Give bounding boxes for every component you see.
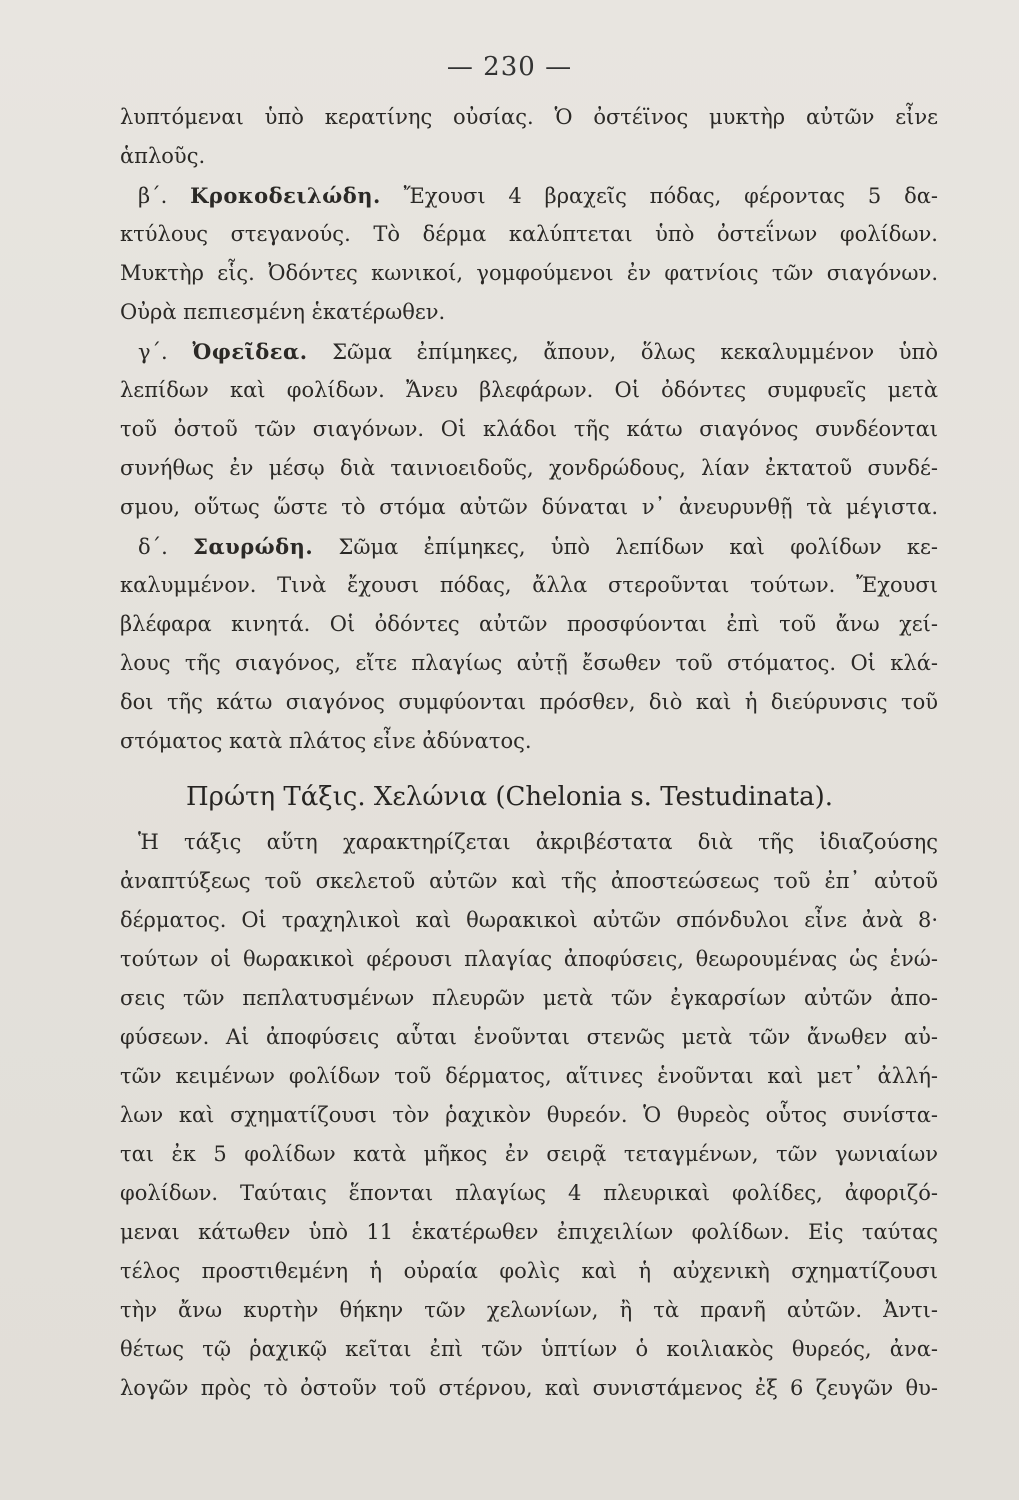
page-number: — 230 — [446,52,573,82]
text-line: Ἡ τάξις αὕτη χαρακτηρίζεται ἀκριβέστατα διὰ τῆς ἰδιαζούσης [138,830,938,854]
section-title: Πρώτη Τάξις. Χελώνια (Chelonia s. Testudinata). [185,782,834,812]
text-line: λογῶν πρὸς τὸ ὀστοῦν τοῦ στέρνου, καὶ συνιστάμενος ἐξ 6 ζευγῶν θυ- [120,1376,938,1400]
text-line: σεις τῶν πεπλατυσμένων πλευρῶν μετὰ τῶν ἐγκαρσίων αὐτῶν ἀπο- [120,986,938,1010]
subsection-heading-term: Ὀφεῖδεα. [192,339,308,364]
subsection-heading-snakes: γ΄. Ὀφεῖδεα. Σῶμα ἐπίμηκες, ἄπουν, ὅλως κεκαλυμμένον ὑπὸ [138,339,939,364]
bottom-text-block [120,823,938,1408]
text-line: δοι τῆς κάτω σιαγόνος συμφύονται πρόσθεν, διὸ καὶ ἡ διεύρυνσις τοῦ [120,690,938,714]
text-line: τῶν κειμένων φολίδων τοῦ δέρματος, αἵτινες ἑνοῦνται καὶ μετ᾽ ἀλλή- [120,1064,938,1088]
text-line: λυπτόμεναι ὑπὸ κερατίνης οὐσίας. Ὁ ὀστέϊνος μυκτὴρ αὐτῶν εἶνε [120,105,938,129]
text-line: θέτως τῷ ῥαχικῷ κεῖται ἐπὶ τῶν ὑπτίων ὁ κοιλιακὸς θυρεός, ἀνα- [120,1337,938,1361]
subsection-heading-term: Κροκοδειλώδη. [190,183,381,208]
text-line: Οὐρὰ πεπιεσμένη ἑκατέρωθεν. [120,300,446,324]
text-line: σμου, οὕτως ὥστε τὸ στόμα αὐτῶν δύναται ν᾽ ἀνευρυνθῇ τὰ μέγιστα. [120,495,938,519]
text-line: ται ἐκ 5 φολίδων κατὰ μῆκος ἐν σειρᾷ τεταγμένων, τῶν γωνιαίων [120,1142,938,1166]
text-line: δέρματος. Οἱ τραχηλικοὶ καὶ θωρακικοὶ αὐτῶν σπόνδυλοι εἶνε ἀνὰ 8· [120,908,938,932]
text-line: ἀναπτύξεως τοῦ σκελετοῦ αὐτῶν καὶ τῆς ἀποστεώσεως τοῦ ἐπ᾽ αὐτοῦ [120,869,938,893]
top-text-block [120,98,938,761]
text-line: καλυμμένον. Τινὰ ἔχουσι πόδας, ἄλλα στεροῦνται τούτων. Ἔχουσι [120,573,938,597]
text-line: τὴν ἄνω κυρτὴν θήκην τῶν χελωνίων, ἢ τὰ πρανῆ αὐτῶν. Ἀντι- [120,1298,938,1322]
text-line: μεναι κάτωθεν ὑπὸ 11 ἑκατέρωθεν ἐπιχειλίων φολίδων. Εἰς ταύτας [120,1220,938,1244]
text-line: στόματος κατὰ πλάτος εἶνε ἀδύνατος. [120,729,532,753]
subsection-heading-crocodiles: β΄. Κροκοδειλώδη. Ἔχουσι 4 βραχεῖς πόδας, φέροντας 5 δα- [138,183,938,208]
text-line: συνήθως ἐν μέσῳ διὰ ταινιοειδοῦς, χονδρώδους, λίαν ἐκτατοῦ συνδέ- [120,456,938,480]
subsection-heading-lizards: δ΄. Σαυρώδη. Σῶμα ἐπίμηκες, ὑπὸ λεπίδων καὶ φολίδων κε- [138,534,938,559]
text-line: λων καὶ σχηματίζουσι τὸν ῥαχικὸν θυρεόν. Ὁ θυρεὸς οὗτος συνίστα- [120,1103,938,1127]
text-line: τούτων οἱ θωρακικοὶ φέρουσι πλαγίας ἀποφύσεις, θεωρουμένας ὡς ἑνώ- [120,947,938,971]
text-line: τέλος προστιθεμένη ἡ οὐραία φολὶς καὶ ἡ αὐχενικὴ σχηματίζουσι [120,1259,938,1283]
text-line: Μυκτὴρ εἷς. Ὀδόντες κωνικοί, γομφούμενοι ἐν φατνίοις τῶν σιαγόνων. [120,261,938,285]
text-line: λεπίδων καὶ φολίδων. Ἄνευ βλεφάρων. Οἱ ὀδόντες συμφυεῖς μετὰ [120,378,938,402]
subsection-heading-term: Σαυρώδη. [193,534,314,559]
text-line: φολίδων. Ταύταις ἕπονται πλαγίως 4 πλευρικαὶ φολίδες, ἀφοριζό- [120,1181,938,1205]
text-line: λους τῆς σιαγόνος, εἴτε πλαγίως αὐτῇ ἔσωθεν τοῦ στόματος. Οἱ κλά- [120,651,938,675]
text-line: κτύλους στεγανούς. Τὸ δέρμα καλύπτεται ὑπὸ ὀστεΐνων φολίδων. [120,222,938,246]
text-line: ἁπλοῦς. [120,144,206,168]
text-line: φύσεων. Αἱ ἀποφύσεις αὗται ἑνοῦνται στενῶς μετὰ τῶν ἄνωθεν αὐ- [120,1025,938,1049]
text-line: βλέφαρα κινητά. Οἱ ὀδόντες αὐτῶν προσφύονται ἐπὶ τοῦ ἄνω χεί- [120,612,938,636]
text-line: τοῦ ὀστοῦ τῶν σιαγόνων. Οἱ κλάδοι τῆς κάτω σιαγόνος συνδέονται [120,417,938,441]
